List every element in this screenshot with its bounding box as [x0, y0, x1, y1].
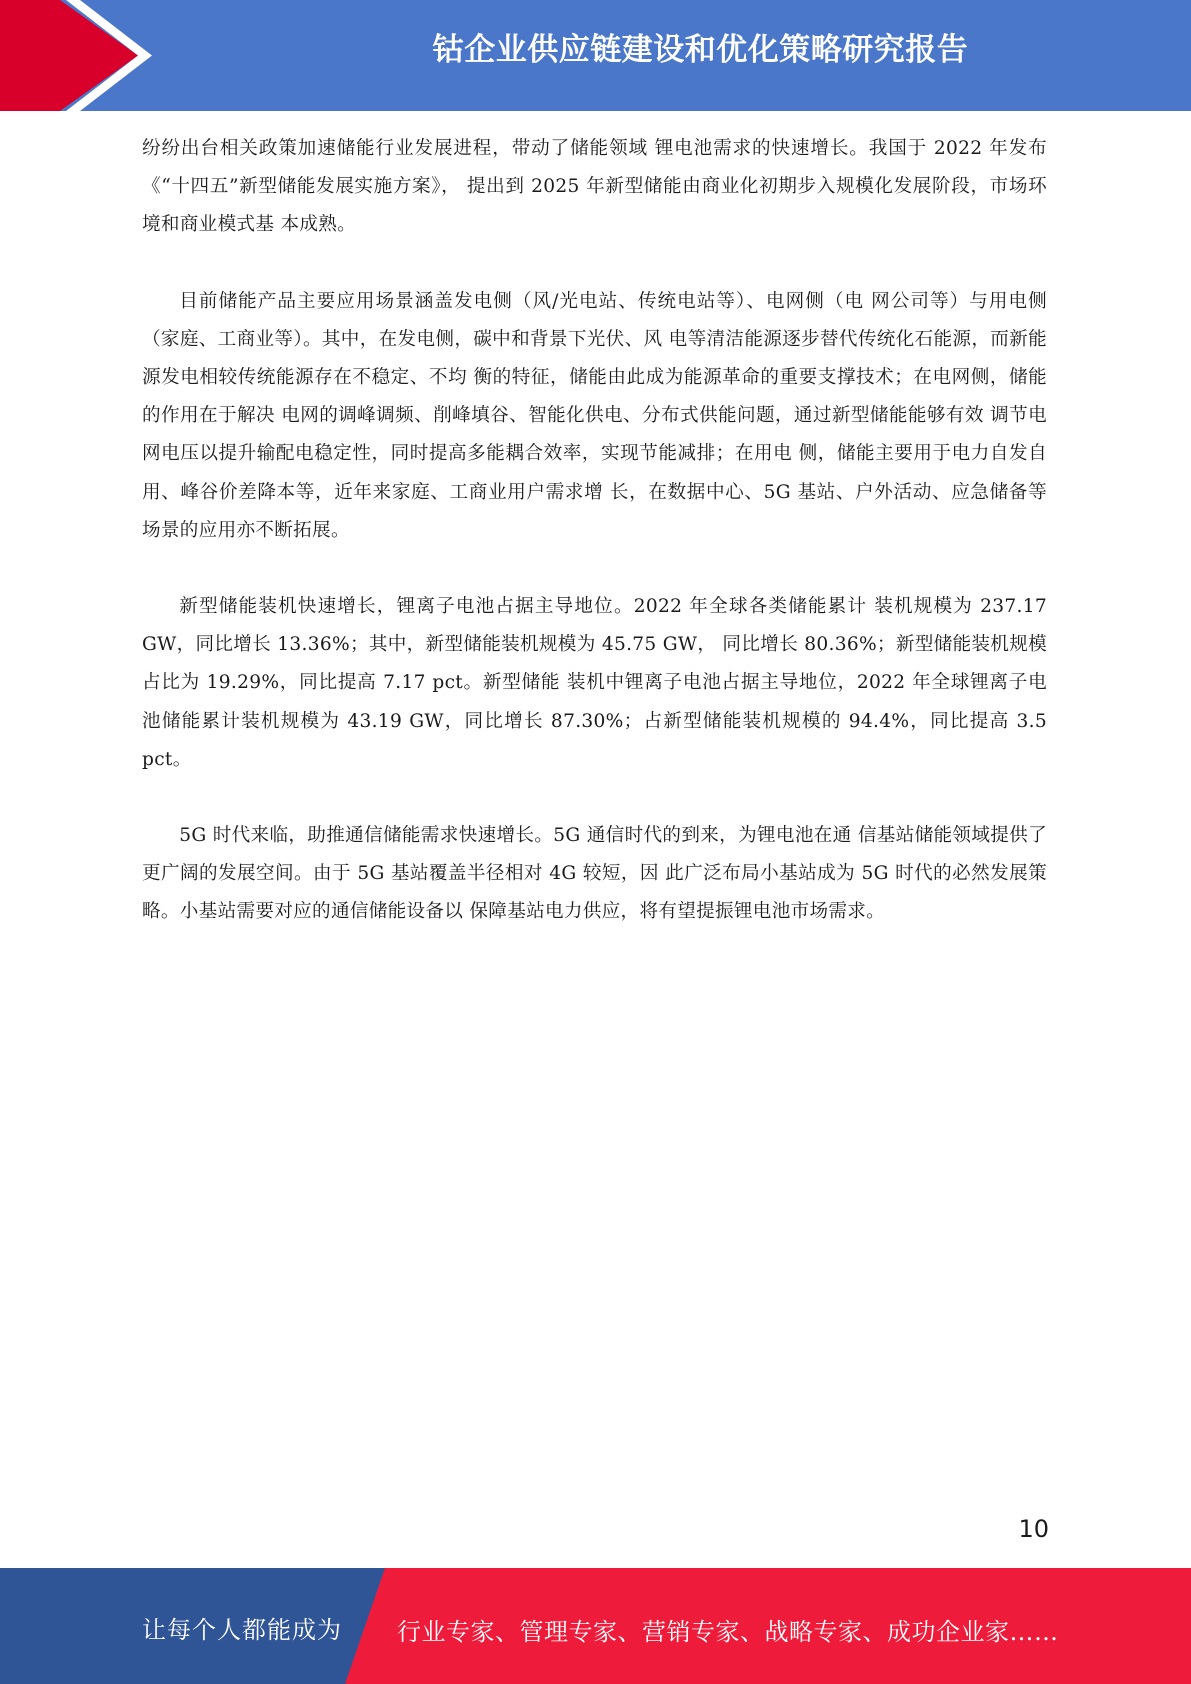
paragraph-3: 新型储能装机快速增长，锂离子电池占据主导地位。2022 年全球各类储能累计 装机规模为 237.17 GW，同比增长 13.36%；其中，新型储能装机规模为 45.75 GW， 同比增长 80.36%；新型储能装机规模占比为 19.29%，同比提高 7.17 pct。新型储能 装机中锂离子电池占据主导地位，2022 年全球锂离子电池储能累计装机规模为 43.19 GW，同比增长 87.30%；占新型储能装机规模的 94.4%，同比提高 3.5 pct。 [142, 596, 1047, 770]
report-title: 钴企业供应链建设和优化策略研究报告 [432, 32, 969, 68]
paragraph-4: 5G 时代来临，助推通信储能需求快速增长。5G 通信时代的到来，为锂电池在通 信基站储能领域提供了更广阔的发展空间。由于 5G 基站覆盖半径相对 4G 较短，因 此广泛布局小基站成为 5G 时代的必然发展策略。小基站需要对应的通信储能设备以 保障基站电力供应，将有望提振锂电池市场需求。 [142, 825, 1047, 923]
page-number: 10 [1018, 1515, 1049, 1543]
paragraph-1: 纷纷出台相关政策加速储能行业发展进程，带动了储能领域 锂电池需求的快速增长。我国于 2022 年发布《“十四五”新型储能发展实施方案》， 提出到 2025 年新型储能由商业化初期步入规模化发展阶段，市场环境和商业模式基 本成熟。 [142, 138, 1047, 236]
footer-slogan-right: 行业专家、管理专家、营销专家、战略专家、成功企业家…… [397, 1618, 1059, 1646]
page-footer [0, 1568, 1191, 1684]
document-body [142, 130, 1047, 970]
paragraph-2: 目前储能产品主要应用场景涵盖发电侧（风/光电站、传统电站等）、电网侧（电 网公司等）与用电侧（家庭、工商业等）。其中，在发电侧，碳中和背景下光伏、风 电等清洁能源逐步替代传统化石能源，而新能源发电相较传统能源存在不稳定、不均 衡的特征，储能由此成为能源革命的重要支撑技术；在电网侧，储能的作用在于解决 电网的调峰调频、削峰填谷、智能化供电、分布式供能问题，通过新型储能能够有效 调节电网电压以提升输配电稳定性，同时提高多能耦合效率，实现节能减排；在用电 侧，储能主要用于电力自发自用、峰谷价差降本等，近年来家庭、工商业用户需求增 长，在数据中心、5G 基站、户外活动、应急储备等场景的应用亦不断拓展。 [142, 290, 1047, 541]
footer-slogan-left: 让每个人都能成为 [142, 1616, 342, 1644]
page-header [0, 0, 1191, 111]
